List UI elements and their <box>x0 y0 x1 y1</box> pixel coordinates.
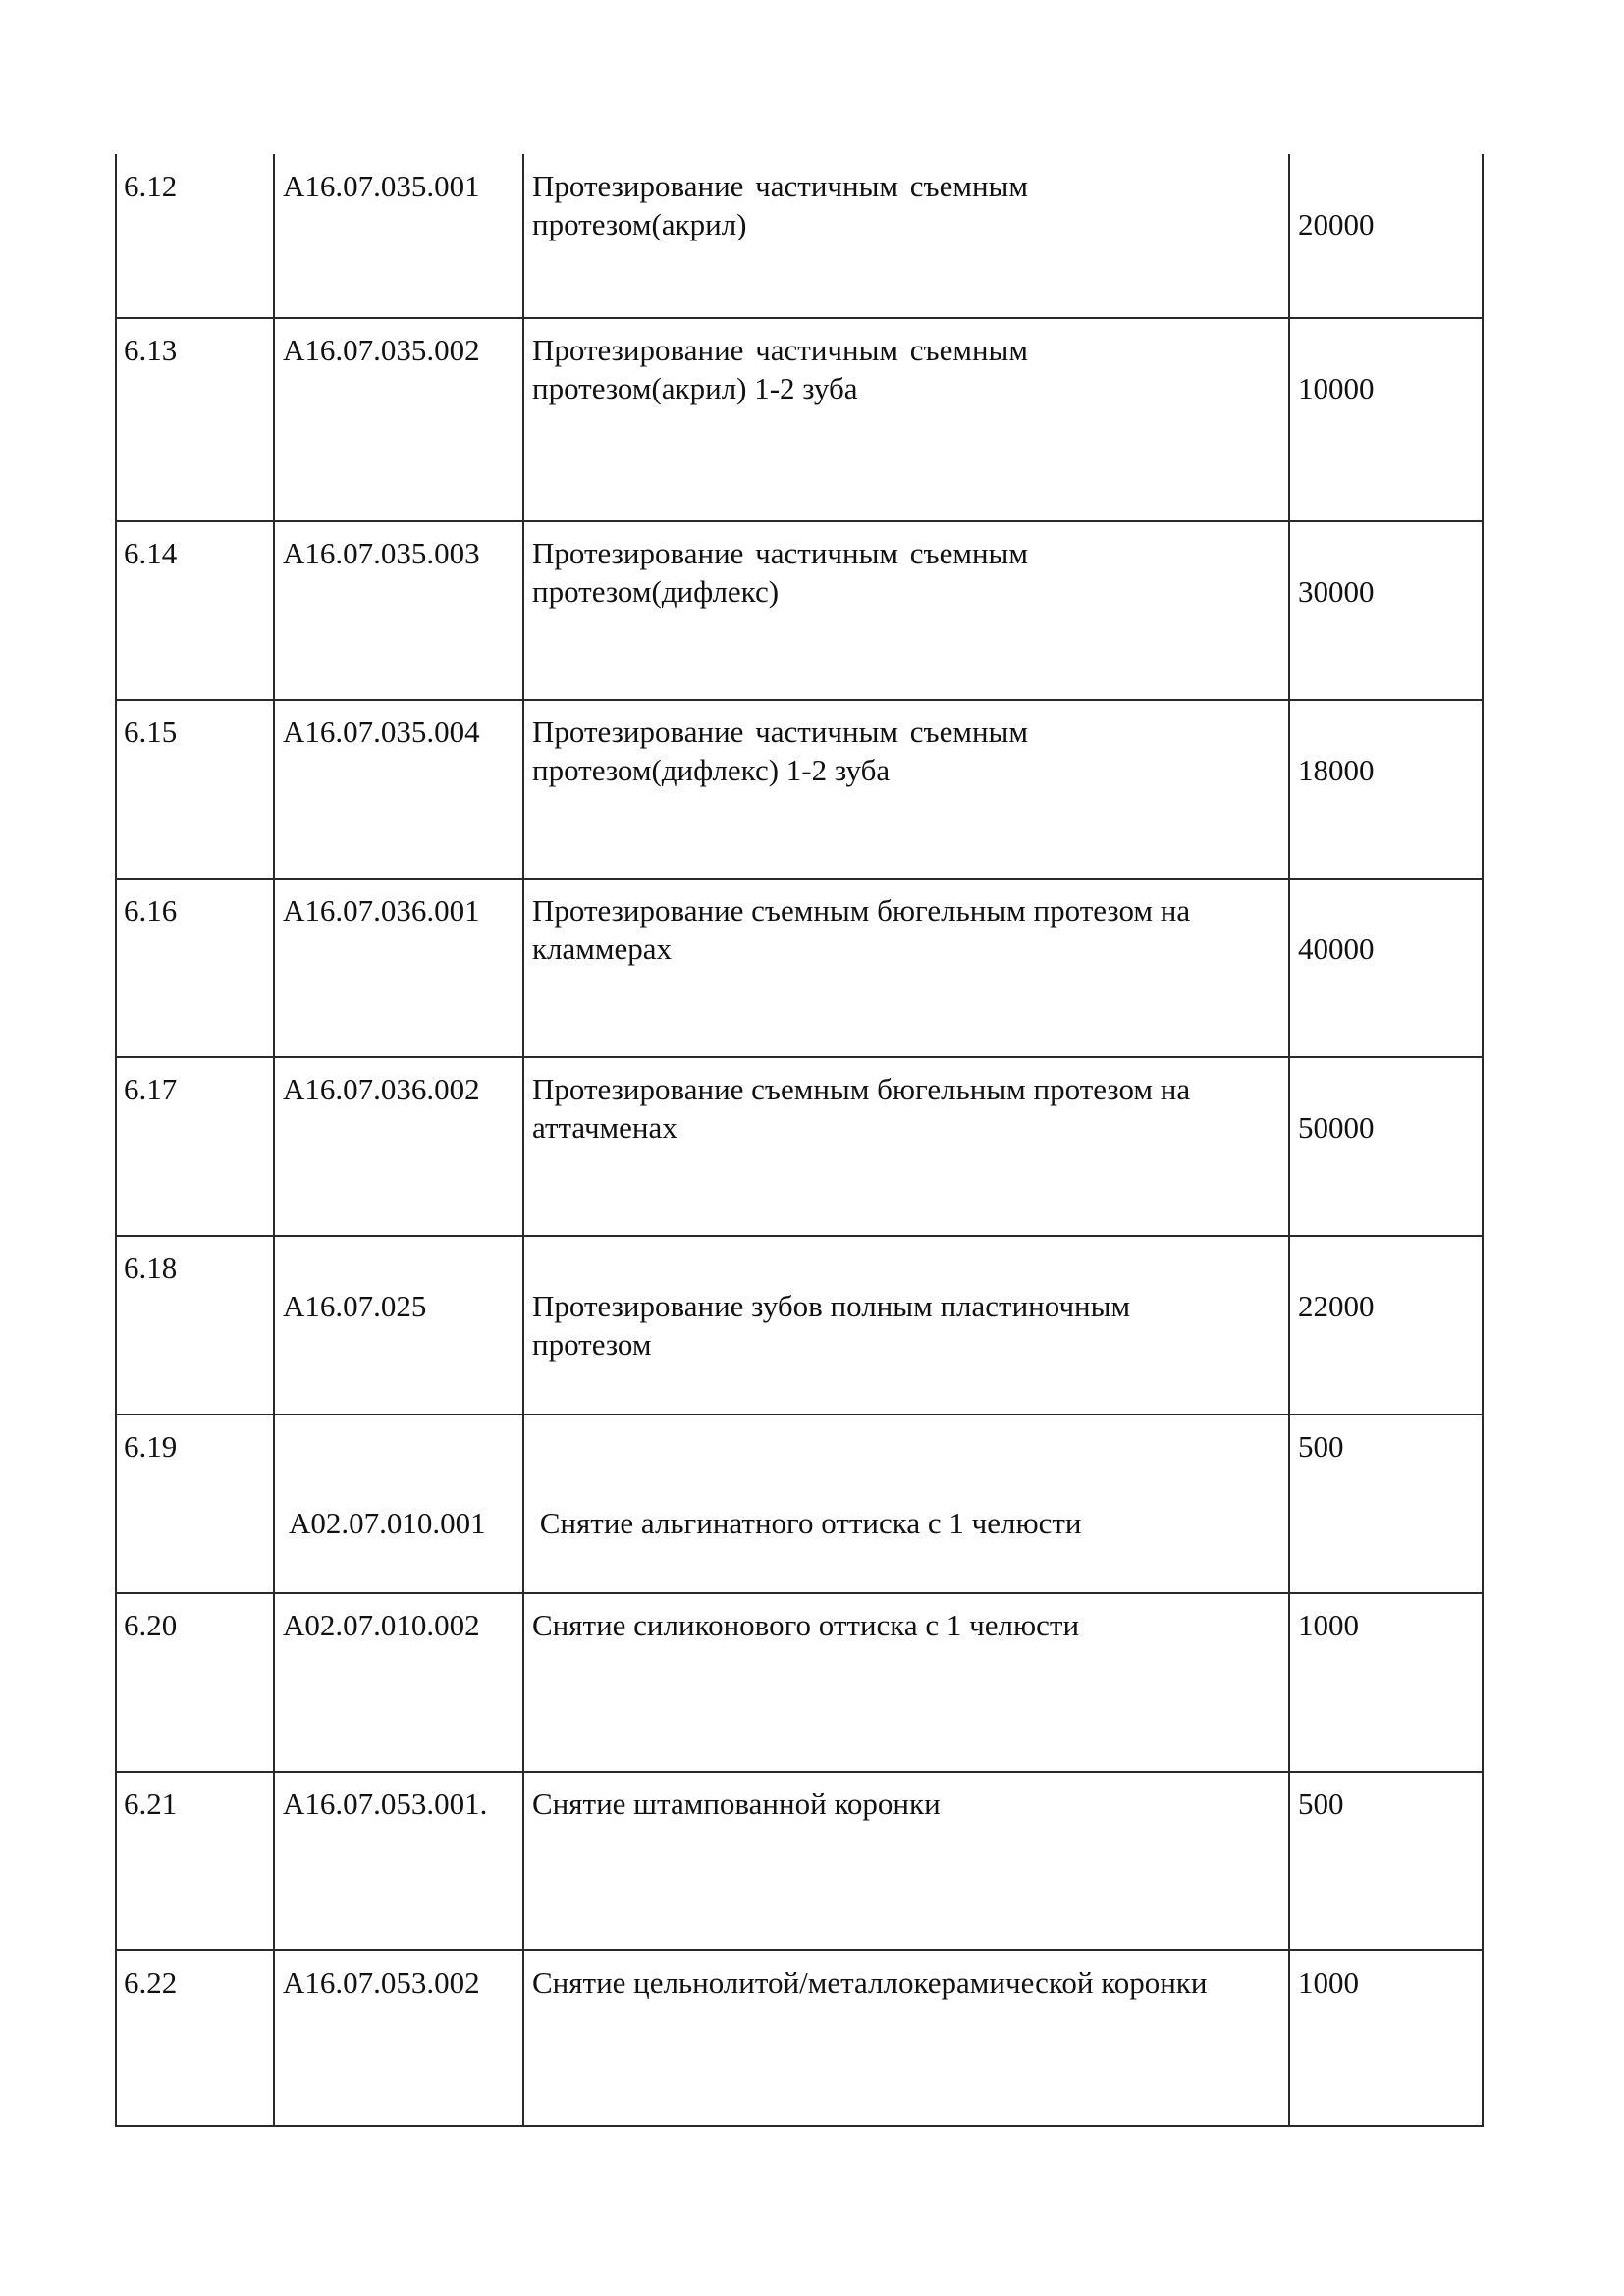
column-border <box>1288 154 1290 2127</box>
row-border <box>115 878 1484 880</box>
column-border <box>273 154 275 2127</box>
service-code-cell <box>274 1950 523 2127</box>
table-row <box>115 521 1484 700</box>
service-name-line: Снятие силиконового оттиска с 1 челюсти <box>532 1608 1080 1642</box>
service-name-line: Протезирование зубов полным пластиночным <box>532 1289 1131 1323</box>
service-name-cell <box>523 318 1289 521</box>
price-cell <box>1289 700 1484 879</box>
service-name-line: протезом(дифлекс) <box>532 574 780 609</box>
price-value: 22000 <box>1298 1289 1375 1323</box>
row-number-cell <box>115 879 274 1057</box>
service-name-line: Снятие альгинатного оттиска с 1 челюсти <box>532 1506 1082 1540</box>
price-cell <box>1289 318 1484 521</box>
table-row <box>115 1950 1484 2127</box>
row-number-cell <box>115 1772 274 1950</box>
table-row <box>115 700 1484 879</box>
service-code-cell <box>274 521 523 700</box>
service-code-cell <box>274 879 523 1057</box>
price-table <box>115 154 1484 2127</box>
service-name-cell <box>523 154 1289 318</box>
price-cell <box>1289 1950 1484 2127</box>
price-value: 50000 <box>1298 1110 1375 1145</box>
row-border <box>115 1771 1484 1773</box>
price-cell <box>1289 1236 1484 1415</box>
row-number: 6.21 <box>124 1787 178 1821</box>
row-number: 6.19 <box>124 1429 178 1464</box>
row-border <box>115 699 1484 701</box>
service-name-line: Снятие цельнолитой/металлокерамической коронки <box>532 1965 1208 2000</box>
price-value: 30000 <box>1298 574 1375 609</box>
service-name-line: Протезирование частичным съемным <box>532 169 1028 203</box>
service-code-cell <box>274 154 523 318</box>
price-cell <box>1289 1593 1484 1772</box>
service-code: A02.07.010.001 <box>283 1506 486 1540</box>
row-number-cell <box>115 1415 274 1593</box>
row-number-cell <box>115 1236 274 1415</box>
service-name-line: Протезирование частичным съемным <box>532 333 1028 367</box>
column-border <box>522 154 524 2127</box>
column-border <box>115 154 117 2127</box>
service-name-cell <box>523 1415 1289 1593</box>
row-border <box>115 1414 1484 1415</box>
row-number: 6.16 <box>124 893 178 928</box>
service-code: A16.07.053.001. <box>283 1787 488 1821</box>
service-code: A16.07.036.002 <box>283 1072 480 1106</box>
service-name-cell <box>523 1772 1289 1950</box>
row-number: 6.22 <box>124 1965 178 2000</box>
service-code: A16.07.036.001 <box>283 893 480 928</box>
service-name-line: Протезирование съемным бюгельным протезом на <box>532 1072 1191 1106</box>
row-border <box>115 317 1484 319</box>
price-value: 1000 <box>1298 1608 1359 1642</box>
service-code-cell <box>274 1236 523 1415</box>
table-row <box>115 1772 1484 1950</box>
price-cell <box>1289 1415 1484 1593</box>
table-row <box>115 1057 1484 1236</box>
price-value: 500 <box>1298 1787 1344 1821</box>
column-border <box>1482 154 1484 2127</box>
service-name-line: Протезирование частичным съемным <box>532 536 1028 570</box>
table-row <box>115 1593 1484 1772</box>
price-value: 18000 <box>1298 753 1375 787</box>
row-number: 6.14 <box>124 536 178 570</box>
row-number-cell <box>115 1057 274 1236</box>
table-row <box>115 1236 1484 1415</box>
service-name-cell <box>523 879 1289 1057</box>
service-name-line: Протезирование съемным бюгельным протезом на <box>532 893 1191 928</box>
price-value: 20000 <box>1298 207 1375 241</box>
row-border <box>115 1592 1484 1594</box>
service-name-line: кламмерах <box>532 932 673 966</box>
row-number: 6.15 <box>124 715 178 749</box>
price-value: 40000 <box>1298 932 1375 966</box>
service-code: A16.07.053.002 <box>283 1965 480 2000</box>
service-name-cell <box>523 1057 1289 1236</box>
row-number-cell <box>115 1950 274 2127</box>
table-row <box>115 154 1484 318</box>
row-number: 6.17 <box>124 1072 178 1106</box>
service-name-line: Протезирование частичным съемным <box>532 715 1028 749</box>
price-cell <box>1289 1057 1484 1236</box>
service-name-line: аттачменах <box>532 1110 677 1145</box>
service-code-cell <box>274 1057 523 1236</box>
price-value: 1000 <box>1298 1965 1359 2000</box>
row-number-cell <box>115 521 274 700</box>
row-number-cell <box>115 154 274 318</box>
service-name-cell <box>523 1593 1289 1772</box>
service-name-line: протезом <box>532 1327 652 1362</box>
service-name-cell <box>523 521 1289 700</box>
row-number-cell <box>115 1593 274 1772</box>
price-value: 10000 <box>1298 371 1375 405</box>
row-number-cell <box>115 700 274 879</box>
row-border <box>115 2125 1484 2127</box>
service-name-line: Снятие штампованной коронки <box>532 1787 941 1821</box>
service-code: A16.07.035.003 <box>283 536 480 570</box>
table-row <box>115 1415 1484 1593</box>
service-code: A16.07.035.002 <box>283 333 480 367</box>
price-cell <box>1289 154 1484 318</box>
row-border <box>115 1235 1484 1237</box>
price-value: 500 <box>1298 1429 1344 1464</box>
row-number: 6.13 <box>124 333 178 367</box>
service-name-cell <box>523 700 1289 879</box>
service-name-cell <box>523 1950 1289 2127</box>
service-code: A02.07.010.002 <box>283 1608 480 1642</box>
row-number: 6.18 <box>124 1251 178 1285</box>
service-code: A16.07.035.001 <box>283 169 480 203</box>
service-name-line: протезом(дифлекс) 1-2 зуба <box>532 753 891 787</box>
service-code: A16.07.035.004 <box>283 715 480 749</box>
row-border <box>115 520 1484 522</box>
service-name-line: протезом(акрил) 1-2 зуба <box>532 371 858 405</box>
service-code-cell <box>274 1593 523 1772</box>
service-code-cell <box>274 1415 523 1593</box>
table-row <box>115 879 1484 1057</box>
row-number: 6.20 <box>124 1608 178 1642</box>
row-border <box>115 1056 1484 1058</box>
price-cell <box>1289 879 1484 1057</box>
service-code-cell <box>274 700 523 879</box>
row-border <box>115 1949 1484 1951</box>
table-row <box>115 318 1484 521</box>
price-cell <box>1289 521 1484 700</box>
service-name-line: протезом(акрил) <box>532 207 747 241</box>
service-code-cell <box>274 318 523 521</box>
service-code: A16.07.025 <box>283 1289 427 1323</box>
row-number: 6.12 <box>124 169 178 203</box>
service-code-cell <box>274 1772 523 1950</box>
row-number-cell <box>115 318 274 521</box>
price-cell <box>1289 1772 1484 1950</box>
service-name-cell <box>523 1236 1289 1415</box>
